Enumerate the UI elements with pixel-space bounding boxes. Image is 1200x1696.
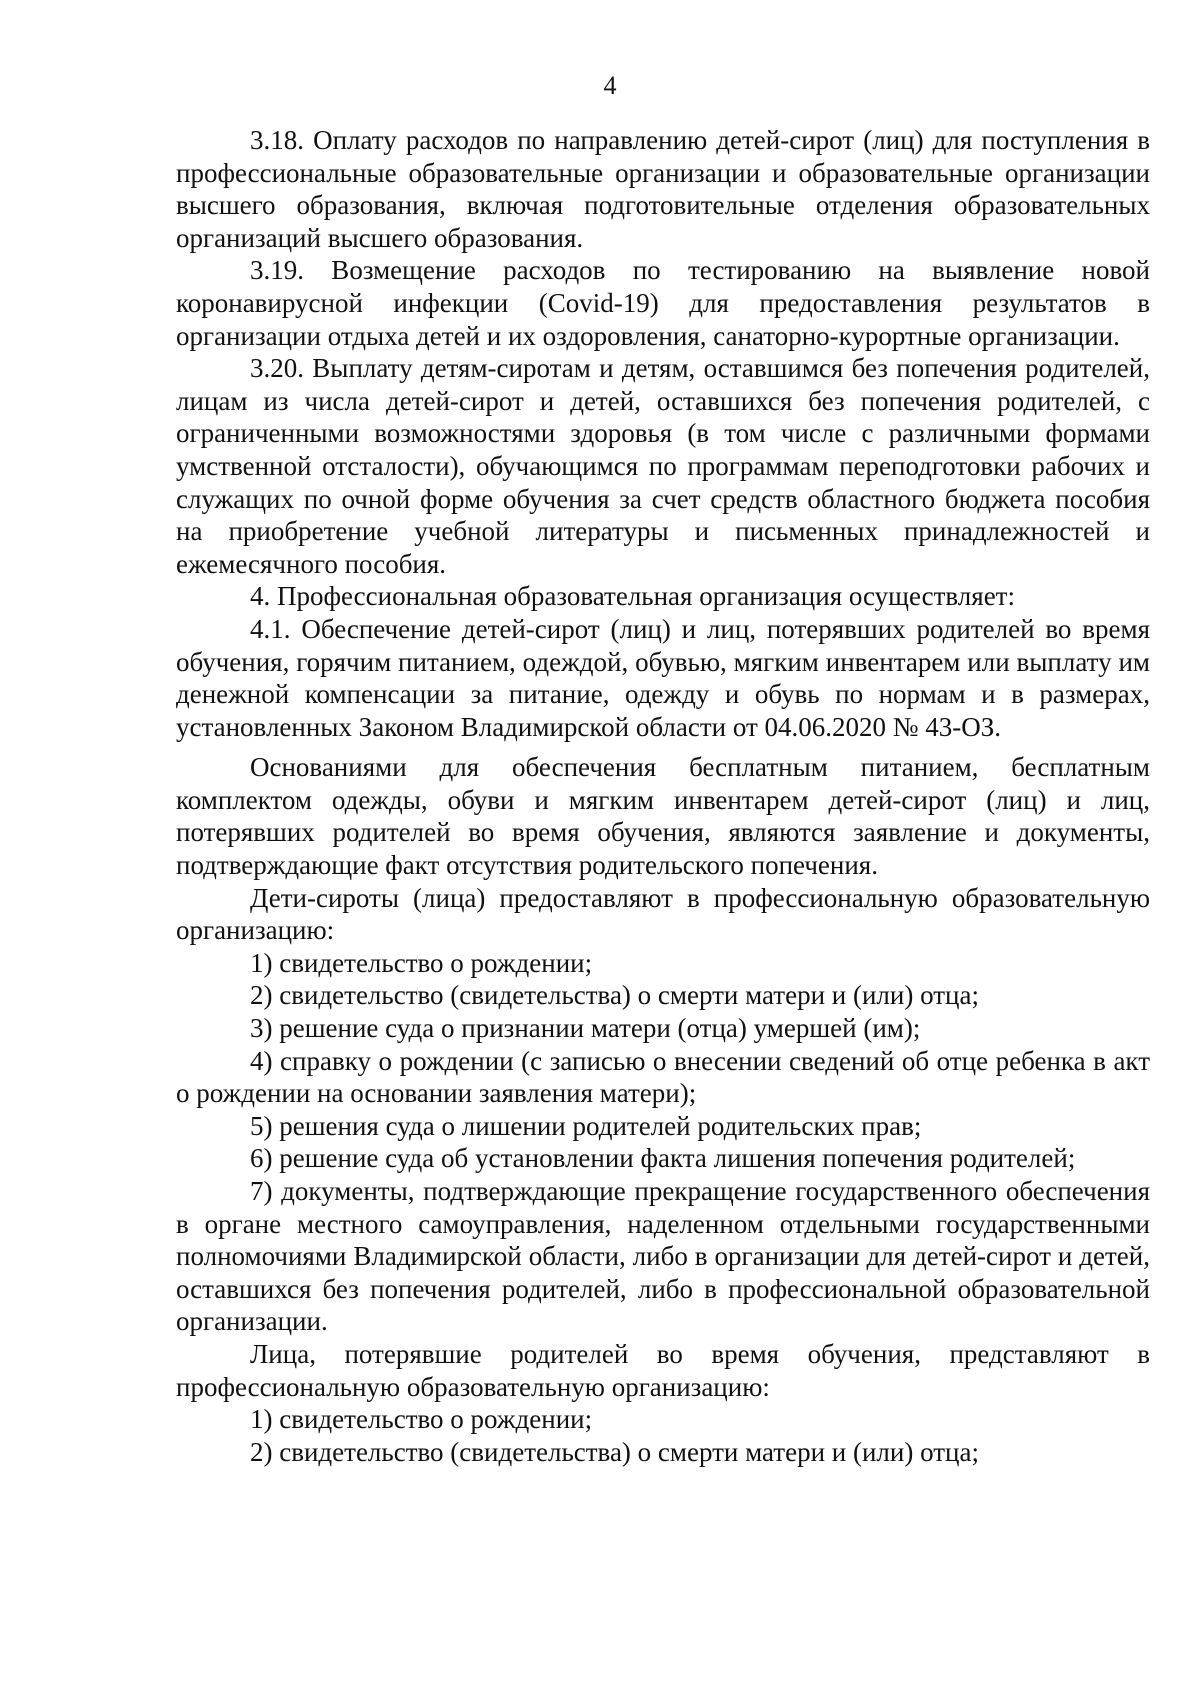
document-body [176,124,1150,1468]
list-item: 2) свидетельство (свидетельства) о смерти матери и (или) отца; [250,980,979,1011]
paragraph-3-20: 3.20. Выплату детям-сиротам и детям, оставшимся без попечения родителей, лицам из числа детей-сирот и детей, оставшихся без попечения родителей, с ограниченными возможностями здоровья (в том числе с различными формами умственной отсталости), обучающимся по программам переподготовки рабочих и служащих по очной форме обучения за счет средств областного бюджета пособия на приобретение учебной литературы и письменных принадлежностей и ежемесячного пособия. [176,353,1150,579]
list-item: 3) решение суда о признании матери (отца) умершей (им); [250,1013,921,1044]
list-item: 1) свидетельство о рождении; [250,947,593,978]
list-item: 1) свидетельство о рождении; [250,1404,593,1435]
paragraph-4-1: 4.1. Обеспечение детей-сирот (лиц) и лиц, потерявших родителей во время обучения, горячим питанием, одеждой, обувью, мягким инвентарем или выплату им денежной компенсации за питание, одежду и обувь по нормам и в размерах, установленных Законом Владимирской области от 04.06.2020 № 43-ОЗ. [176,613,1150,742]
paragraph-grounds: Основаниями для обеспечения бесплатным питанием, бесплатным комплектом одежды, обуви и мягким инвентарем детей-сирот (лиц) и лиц, потерявших родителей во время обучения, являются заявление и документы, подтверждающие факт отсутствия родительского попечения. [176,752,1150,881]
list-item: 2) свидетельство (свидетельства) о смерти матери и (или) отца; [250,1436,979,1467]
list-item: 4) справку о рождении (с записью о внесении сведений об отце ребенка в акт о рождении на основании заявления матери); [176,1045,1150,1109]
paragraph-4: 4. Профессиональная образовательная организация осуществляет: [250,581,1015,612]
paragraph-orphans-provide: Дети-сироты (лица) предоставляют в профессиональную образовательную организацию: [176,882,1150,946]
paragraph-persons-provide: Лица, потерявшие родителей во время обучения, представляют в профессиональную образовательную организацию: [176,1338,1150,1402]
list-item: 6) решение суда об установлении факта лишения попечения родителей; [250,1143,1076,1174]
paragraph-3-18: 3.18. Оплату расходов по направлению детей-сирот (лиц) для поступления в профессиональные образовательные организации и образовательные организации высшего образования, включая подготовительные отделения образовательных организаций высшего образования. [176,125,1150,253]
paragraph-3-19: 3.19. Возмещение расходов по тестированию на выявление новой коронавирусной инфекции (Covid-19) для предоставления результатов в организации отдыха детей и их оздоровления, санаторно-курортные организации. [176,255,1150,351]
list-item: 7) документы, подтверждающие прекращение государственного обеспечения в органе местного самоуправления, наделенном отдельными государственными полномочиями Владимирской области, либо в организации для детей-сирот и детей, оставшихся без попечения родителей, либо в профессиональной образовательной организации. [176,1176,1150,1337]
page-number: 4 [603,71,617,100]
list-item: 5) решения суда о лишении родителей родительских прав; [250,1110,922,1141]
